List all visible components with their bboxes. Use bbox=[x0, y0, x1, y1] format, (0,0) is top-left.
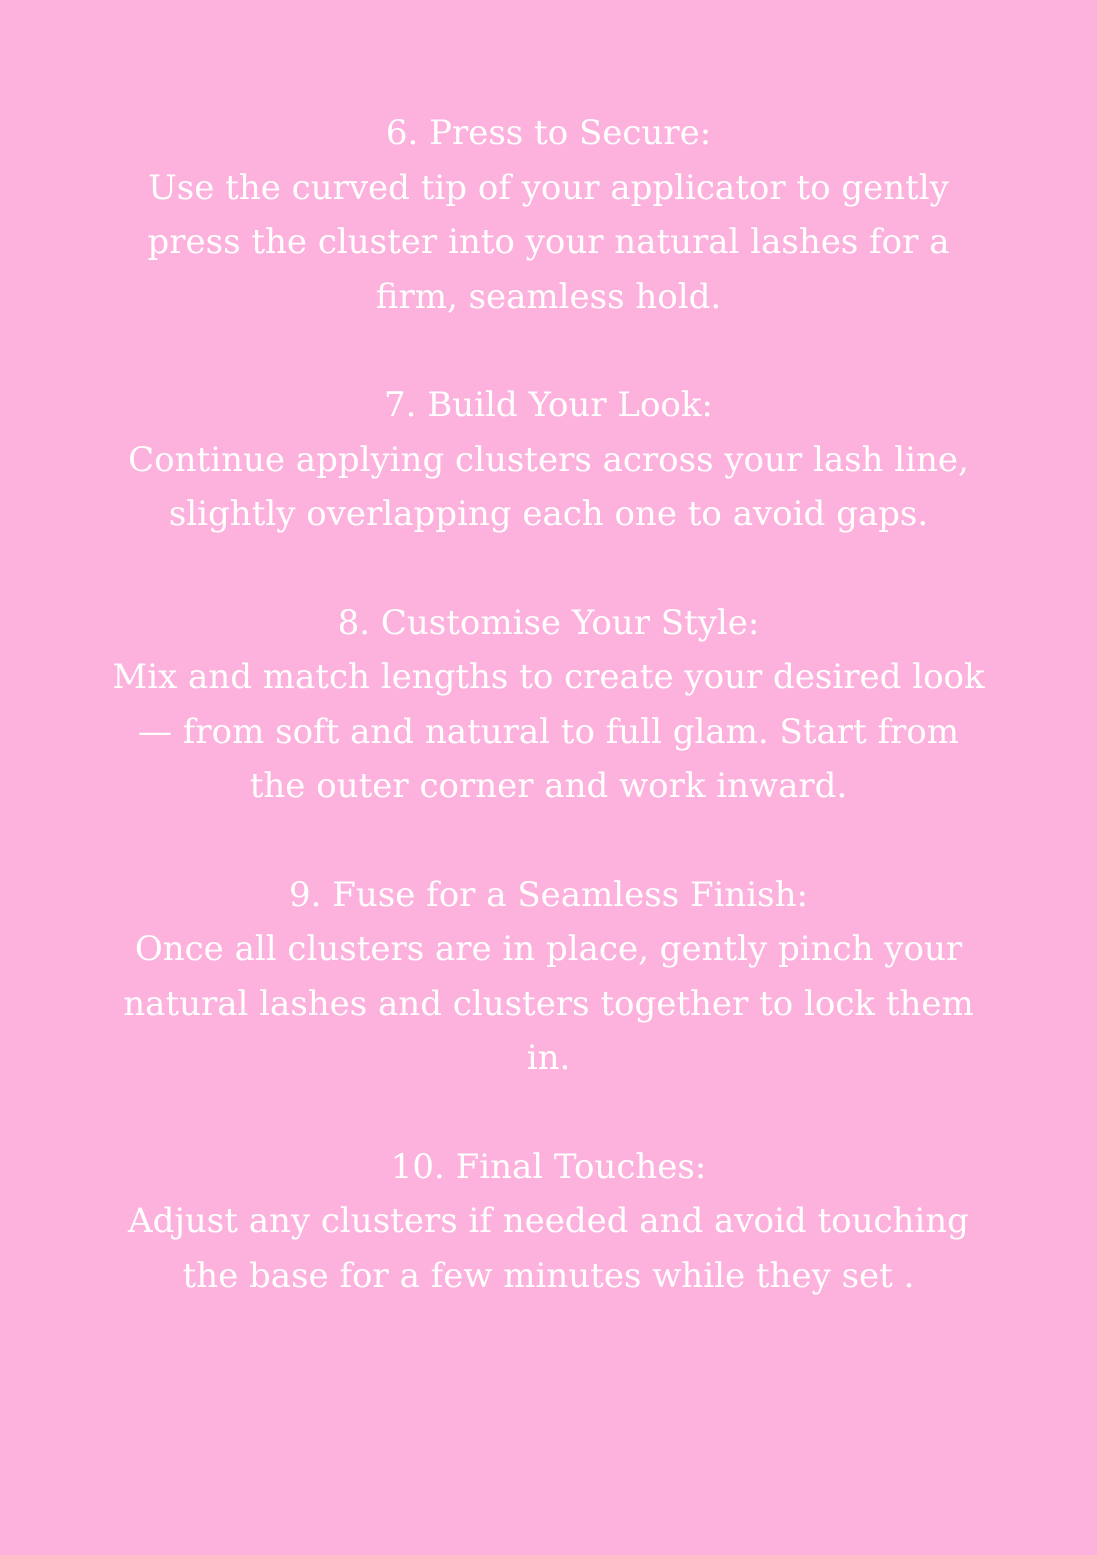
step-text-line: press the cluster into your natural lashes for a bbox=[147, 222, 950, 262]
step-text-line: Adjust any clusters if needed and avoid touching bbox=[128, 1201, 969, 1241]
step-6 bbox=[0, 106, 1097, 324]
step-7 bbox=[0, 378, 1097, 542]
step-text-line: Once all clusters are in place, gently pinch your bbox=[134, 929, 963, 969]
step-text-line: in. bbox=[526, 1038, 571, 1078]
step-heading: 8. Customise Your Style: bbox=[337, 602, 760, 643]
step-text-line: natural lashes and clusters together to lock them bbox=[123, 983, 974, 1024]
step-heading: 10. Final Touches: bbox=[390, 1146, 707, 1187]
step-text-line: Continue applying clusters across your lash line, bbox=[128, 439, 969, 480]
step-text-line: slightly overlapping each one to avoid gaps. bbox=[168, 494, 929, 534]
step-heading: 6. Press to Secure: bbox=[385, 113, 712, 153]
step-8 bbox=[0, 596, 1097, 814]
step-heading: 9. Fuse for a Seamless Finish: bbox=[289, 874, 808, 915]
step-heading: 7. Build Your Look: bbox=[384, 385, 713, 425]
step-text-line: the base for a few minutes while they set . bbox=[182, 1255, 915, 1296]
step-text-line: firm, seamless hold. bbox=[375, 276, 722, 317]
step-text-line: the outer corner and work inward. bbox=[249, 766, 848, 806]
step-10 bbox=[0, 1140, 1097, 1304]
step-text-line: Use the curved tip of your applicator to gently bbox=[148, 167, 949, 208]
step-9 bbox=[0, 868, 1097, 1086]
step-text-line: — from soft and natural to full glam. Start from bbox=[137, 711, 960, 752]
step-text-line: Mix and match lengths to create your desired look bbox=[112, 657, 985, 697]
